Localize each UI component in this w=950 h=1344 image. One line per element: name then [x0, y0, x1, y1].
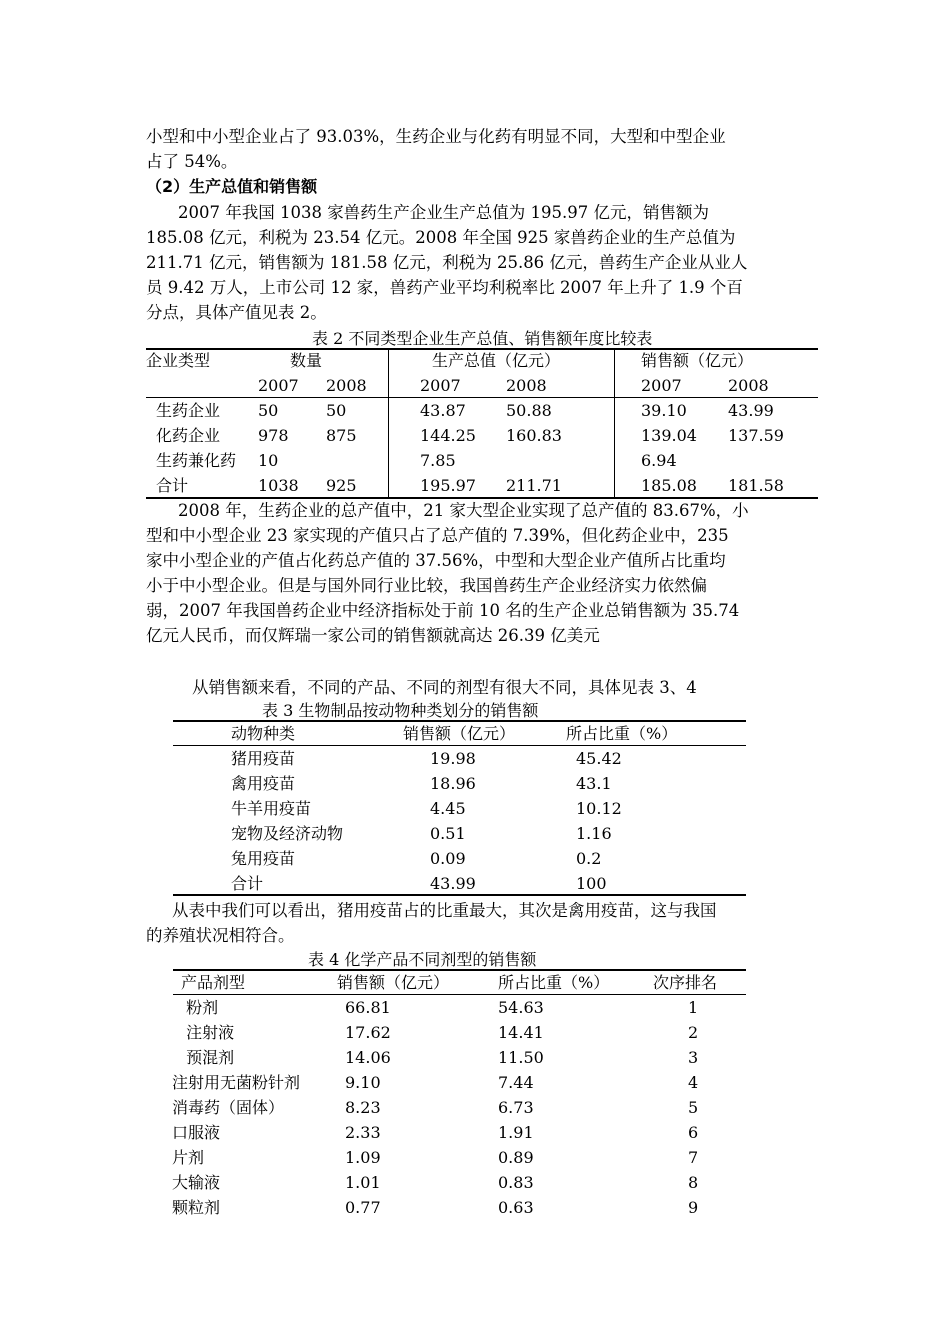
intro-line: 小型和中小型企业占了 93.03%，生药企业与化药有明显不同，大型和中型企业	[146, 127, 726, 146]
table2-cell: 39.10	[641, 401, 687, 420]
paragraph-line: 211.71 亿元，销售额为 181.58 亿元，利税为 25.86 亿元，兽药生产企业从业人	[146, 253, 748, 272]
table2-header-type: 企业类型	[146, 351, 211, 370]
table4-cell: 11.50	[498, 1048, 544, 1067]
table4-cell: 0.89	[498, 1148, 534, 1167]
section-heading: （2）生产总值和销售额	[146, 177, 318, 196]
table3-cell: 猪用疫苗	[231, 749, 296, 768]
table3-cell: 0.09	[430, 849, 466, 868]
table2-cell-type: 生药企业	[156, 401, 221, 420]
table3-cell: 宠物及经济动物	[231, 824, 344, 843]
table3-cell: 0.51	[430, 824, 466, 843]
table2-header-year: 2008	[728, 376, 769, 395]
table3-cell: 10.12	[576, 799, 622, 818]
table4-cell: 注射液	[181, 1023, 235, 1042]
table4-cell: 注射用无菌粉针剂	[172, 1073, 301, 1092]
table4-cell: 6.73	[498, 1098, 534, 1117]
table3-top-rule	[173, 720, 746, 722]
table4-cell: 大输液	[172, 1173, 221, 1192]
table2-cell: 10	[258, 451, 279, 470]
table2-cell: 6.94	[641, 451, 677, 470]
table2-cell: 181.58	[728, 476, 784, 495]
table4-cell: 9	[688, 1198, 699, 1217]
table3-header: 动物种类	[231, 724, 296, 743]
table3-cell: 合计	[231, 874, 264, 893]
table4-cell: 3	[688, 1048, 699, 1067]
paragraph-line: 型和中小型企业 23 家实现的产值只占了总产值的 7.39%，但化药企业中，235	[146, 526, 729, 545]
table4-header: 次序排名	[653, 973, 718, 992]
paragraph-line: 弱，2007 年我国兽药企业中经济指标处于前 10 名的生产企业总销售额为 35.74	[146, 601, 740, 620]
table2-cell: 195.97	[420, 476, 476, 495]
table4-cell: 54.63	[498, 998, 544, 1017]
table3-caption: 表 3 生物制品按动物种类划分的销售额	[262, 701, 539, 720]
paragraph-line: 从表中我们可以看出，猪用疫苗占的比重最大，其次是禽用疫苗，这与我国	[172, 901, 717, 920]
table2-header-output: 生产总值（亿元）	[432, 351, 561, 370]
table4-cell: 7.44	[498, 1073, 534, 1092]
table4-cell: 8.23	[345, 1098, 381, 1117]
intro-paragraph	[146, 124, 814, 174]
table2-cell: 137.59	[728, 426, 784, 445]
paragraph-line: 185.08 亿元，利税为 23.54 亿元。2008 年全国 925 家兽药企业的生产总值为	[146, 228, 736, 247]
table2-header-rule	[146, 397, 818, 398]
table4-cell: 9.10	[345, 1073, 381, 1092]
table2-header-sales: 销售额（亿元）	[641, 351, 754, 370]
table3-header: 销售额（亿元）	[403, 724, 516, 743]
table2-cell-type: 生药兼化药	[156, 451, 237, 470]
table4-header: 产品剂型	[181, 973, 246, 992]
table4-cell: 66.81	[345, 998, 391, 1017]
table4-cell: 0.63	[498, 1198, 534, 1217]
table2-cell: 978	[258, 426, 289, 445]
table3-cell: 禽用疫苗	[231, 774, 296, 793]
table4-cell: 粉剂	[181, 998, 219, 1017]
table2-cell: 925	[326, 476, 357, 495]
paragraph-line: 的养殖状况相符合。	[146, 926, 295, 945]
table2-cell-type: 化药企业	[156, 426, 221, 445]
table4-header-rule	[173, 994, 746, 995]
table4-cell: 消毒药（固体）	[172, 1098, 285, 1117]
table3-cell: 100	[576, 874, 607, 893]
paragraph-observation	[146, 898, 814, 948]
table2-cell: 211.71	[506, 476, 562, 495]
table4-cell: 14.06	[345, 1048, 391, 1067]
table4-cell: 5	[688, 1098, 699, 1117]
table3-cell: 兔用疫苗	[231, 849, 296, 868]
table2-cell: 50.88	[506, 401, 552, 420]
table4-caption: 表 4 化学产品不同剂型的销售额	[308, 950, 537, 969]
paragraph-line: 员 9.42 万人，上市公司 12 家，兽药产业平均利税率比 2007 年上升了 1.9 个百	[146, 278, 743, 297]
table3-cell: 18.96	[430, 774, 476, 793]
table2-cell: 1038	[258, 476, 299, 495]
table2-divider	[614, 348, 615, 498]
intro-line: 占了 54%。	[146, 152, 238, 171]
table2-header-year: 2008	[506, 376, 547, 395]
table4-cell: 14.41	[498, 1023, 544, 1042]
table2-cell: 43.87	[420, 401, 466, 420]
table3-cell: 43.99	[430, 874, 476, 893]
table2-top-rule	[146, 348, 818, 350]
table4-cell: 1	[688, 998, 699, 1017]
paragraph-sales-intro: 从销售额来看，不同的产品、不同的剂型有很大不同，具体见表 3、4	[192, 678, 697, 697]
table2-cell: 875	[326, 426, 357, 445]
table2-cell: 50	[326, 401, 347, 420]
paragraph-line: 2007 年我国 1038 家兽药生产企业生产总值为 195.97 亿元，销售额为	[178, 203, 709, 222]
table2-cell: 7.85	[420, 451, 456, 470]
paragraph-line: 2008 年，生药企业的总产值中，21 家大型企业实现了总产值的 83.67%，小	[178, 501, 749, 520]
table2-header-year: 2007	[420, 376, 461, 395]
paragraph-production	[146, 200, 814, 325]
table2-header-year: 2008	[326, 376, 367, 395]
table4-cell: 颗粒剂	[172, 1198, 221, 1217]
table4-cell: 0.77	[345, 1198, 381, 1217]
table4-cell: 6	[688, 1123, 699, 1142]
table4-cell: 预混剂	[181, 1048, 235, 1067]
table4-cell: 1.01	[345, 1173, 381, 1192]
paragraph-line: 小于中小型企业。但是与国外同行业比较，我国兽药生产企业经济实力依然偏	[146, 576, 707, 595]
table4-cell: 17.62	[345, 1023, 391, 1042]
table3-cell: 1.16	[576, 824, 612, 843]
paragraph-comparison	[146, 498, 814, 648]
table2-header-year: 2007	[258, 376, 299, 395]
table4-cell: 1.91	[498, 1123, 534, 1142]
table2-header-count: 数量	[290, 351, 323, 370]
table3-cell: 45.42	[576, 749, 622, 768]
table4-cell: 2	[688, 1023, 699, 1042]
table2-cell: 160.83	[506, 426, 562, 445]
table2-header-year: 2007	[641, 376, 682, 395]
table4-cell: 1.09	[345, 1148, 381, 1167]
table3-cell: 19.98	[430, 749, 476, 768]
table3-header-rule	[173, 745, 746, 746]
table3-cell: 牛羊用疫苗	[231, 799, 312, 818]
table4-header: 所占比重（%）	[498, 973, 610, 992]
table2-divider	[388, 348, 389, 498]
table2-cell-type: 合计	[156, 476, 189, 495]
table4-cell: 4	[688, 1073, 699, 1092]
table3-cell: 43.1	[576, 774, 612, 793]
table2-cell: 144.25	[420, 426, 476, 445]
paragraph-line: 亿元人民币，而仅辉瑞一家公司的销售额就高达 26.39 亿美元	[146, 626, 600, 645]
table4-cell: 8	[688, 1173, 699, 1192]
table2-cell: 50	[258, 401, 279, 420]
table4-top-rule	[173, 969, 746, 971]
table2-cell: 43.99	[728, 401, 774, 420]
table2-cell: 139.04	[641, 426, 697, 445]
table4-cell: 片剂	[172, 1148, 205, 1167]
table4-cell: 2.33	[345, 1123, 381, 1142]
table4-cell: 0.83	[498, 1173, 534, 1192]
paragraph-line: 家中小型企业的产值占化药总产值的 37.56%，中型和大型企业产值所占比重均	[146, 551, 726, 570]
table4-cell: 口服液	[172, 1123, 221, 1142]
table2-caption: 表 2 不同类型企业生产总值、销售额年度比较表	[312, 329, 653, 348]
table4-cell: 7	[688, 1148, 699, 1167]
table3-cell: 4.45	[430, 799, 466, 818]
table3-header: 所占比重（%）	[566, 724, 678, 743]
table4-header: 销售额（亿元）	[337, 973, 450, 992]
table2-cell: 185.08	[641, 476, 697, 495]
table3-bottom-rule	[173, 894, 746, 896]
paragraph-line: 分点，具体产值见表 2。	[146, 303, 327, 322]
table3-cell: 0.2	[576, 849, 602, 868]
